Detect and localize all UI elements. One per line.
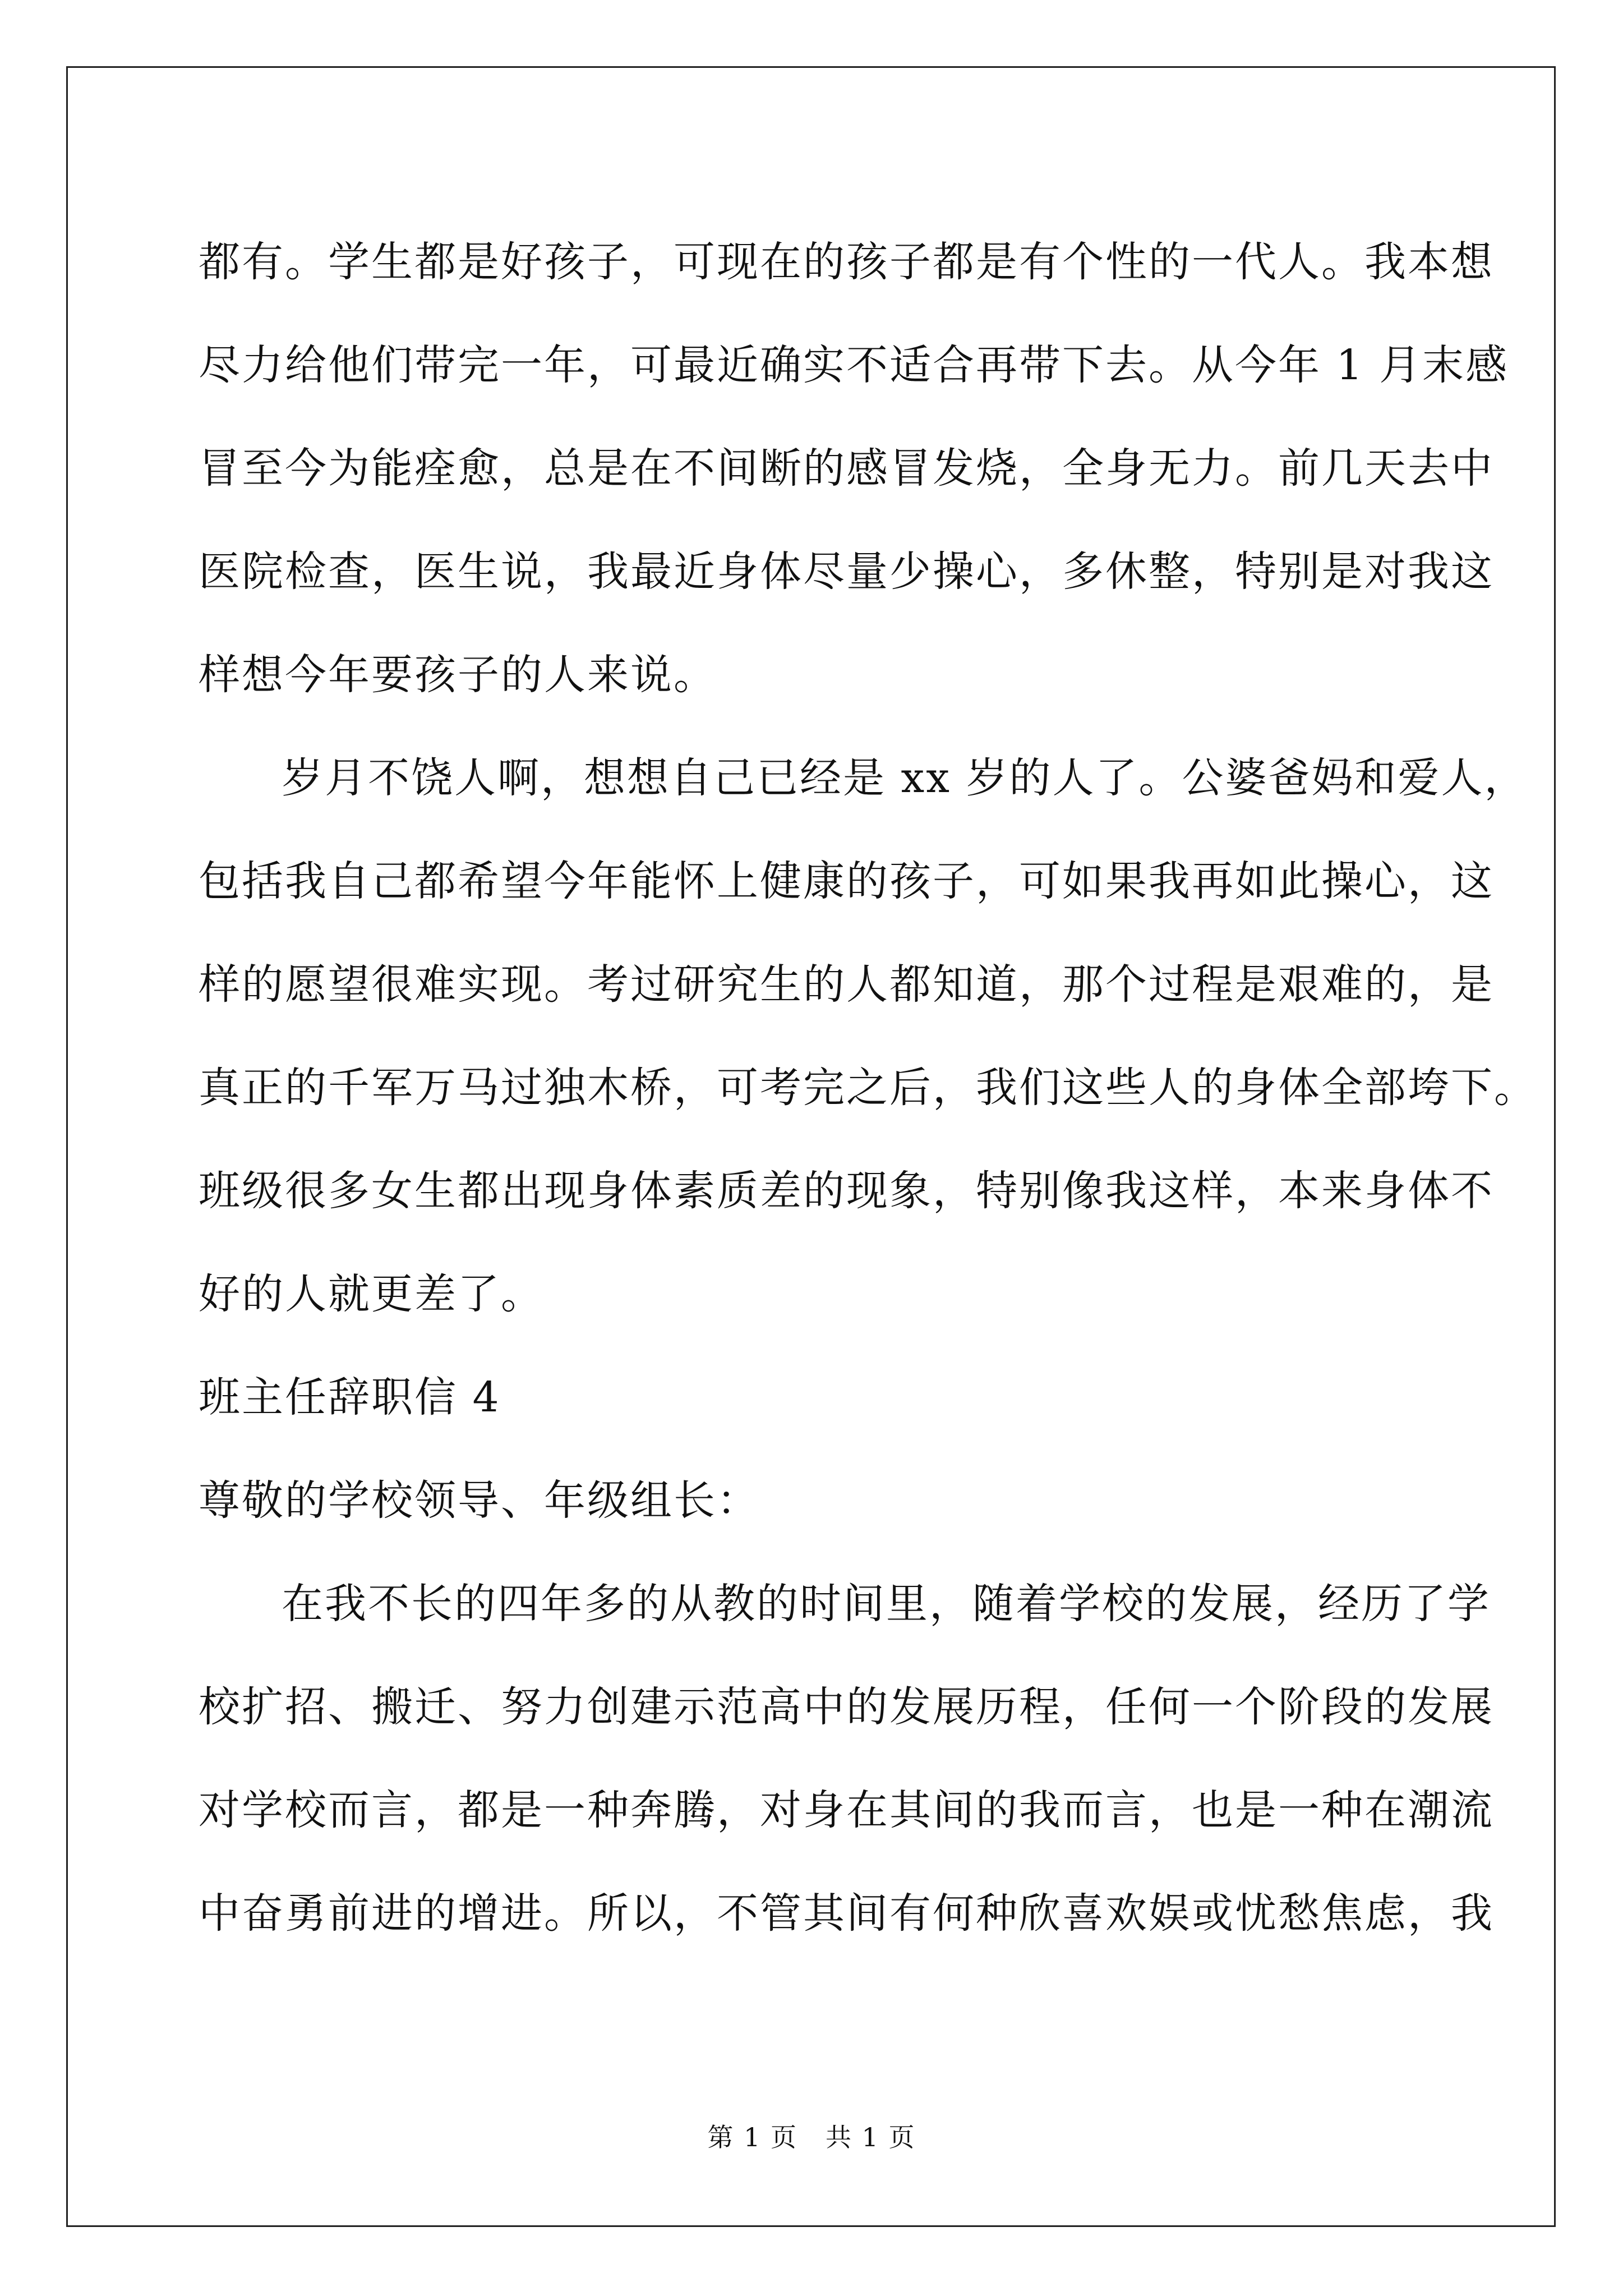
body-text-line: 好的人就更差了。 (199, 1270, 544, 1318)
section-title: 班主任辞职信 4 (199, 1373, 501, 1421)
body-text-line: 中奋勇前进的增进。所以，不管其间有何种欣喜欢娱或忧愁焦虑，我 (199, 1889, 1494, 1938)
body-text-line: 对学校而言，都是一种奔腾，对身在其间的我而言，也是一种在潮流 (199, 1786, 1494, 1834)
document-body (199, 210, 1537, 1965)
body-text-line: 尽力给他们带完一年，可最近确实不适合再带下去。从今年 1 月末感 (199, 341, 1509, 389)
body-text-line: 真正的千军万马过独木桥，可考完之后，我们这些人的身体全部垮下。 (199, 1064, 1537, 1112)
body-text-line: 校扩招、搬迁、努力创建示范高中的发展历程，任何一个阶段的发展 (199, 1683, 1494, 1731)
body-text-line: 医院检查，医生说，我最近身体尽量少操心，多休整，特别是对我这 (199, 547, 1494, 596)
body-text-line: 班级很多女生都出现身体素质差的现象，特别像我这样，本来身体不 (199, 1167, 1494, 1215)
page-footer (0, 2120, 1623, 2154)
body-text-line: 都有。学生都是好孩子，可现在的孩子都是有个性的一代人。我本想 (199, 238, 1494, 286)
paragraph-start-line: 在我不长的四年多的从教的时间里，随着学校的发展，经历了学 (282, 1580, 1491, 1628)
page-number: 第 1 页 (707, 2122, 797, 2152)
body-text-line: 样的愿望很难实现。考过研究生的人都知道，那个过程是艰难的，是 (199, 960, 1494, 1009)
body-text-line: 样想今年要孩子的人来说。 (199, 651, 717, 699)
salutation: 尊敬的学校领导、年级组长： (199, 1476, 760, 1525)
body-text-line: 冒至今为能痊愈，总是在不间断的感冒发烧，全身无力。前几天去中 (199, 444, 1494, 493)
body-text-line: 包括我自己都希望今年能怀上健康的孩子，可如果我再如此操心，这 (199, 857, 1494, 905)
paragraph-start-line: 岁月不饶人啊，想想自己已经是 xx 岁的人了。公婆爸妈和爱人， (282, 754, 1528, 802)
page-total: 共 1 页 (826, 2122, 916, 2152)
